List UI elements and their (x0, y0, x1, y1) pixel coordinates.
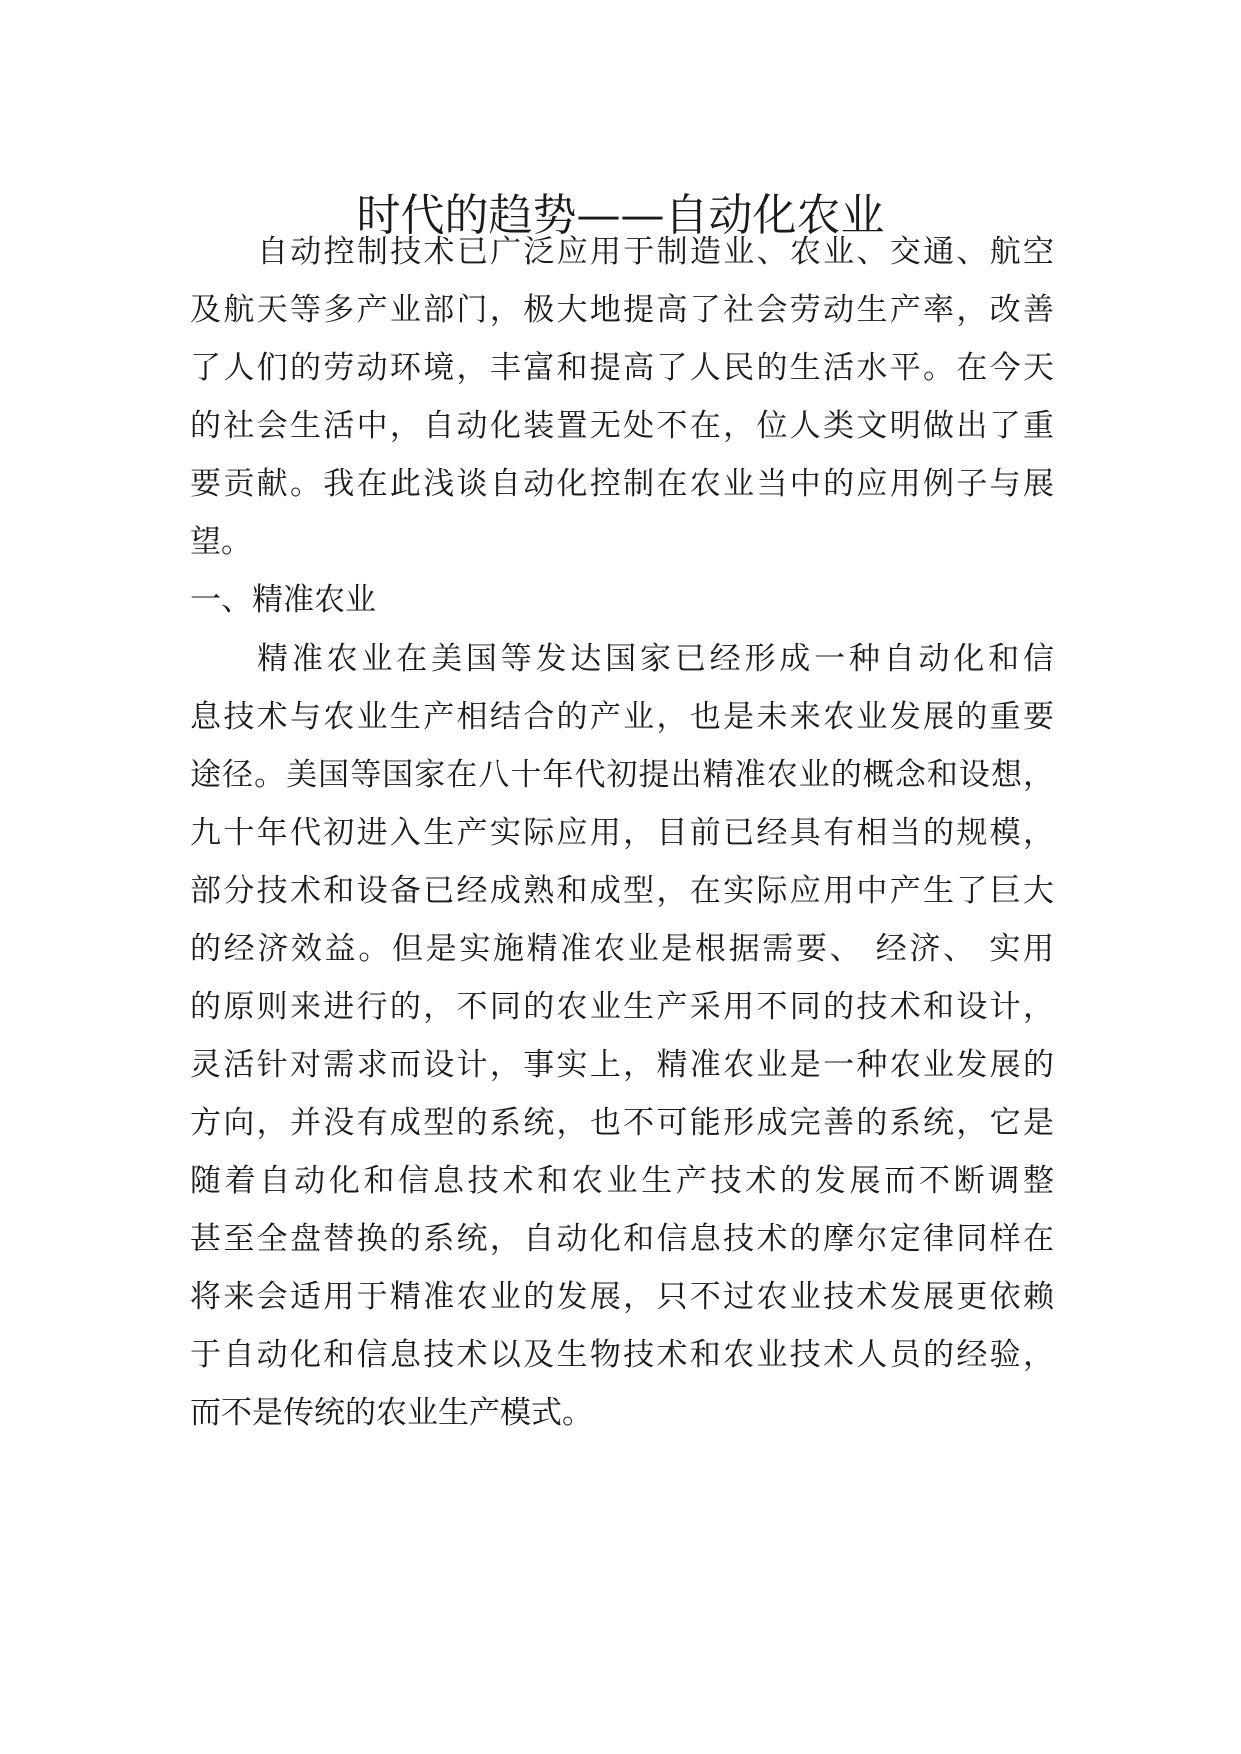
paragraph-line: 精准农业在美国等发达国家已经形成一种自动化和信 (257, 641, 1054, 677)
section-heading: 一、精准农业 (190, 582, 376, 618)
paragraph-line: 的经济效益。但是实施精准农业是根据需要、 经济、 实用 (190, 931, 1054, 967)
paragraph-line: 方向，并没有成型的系统，也不可能形成完善的系统，它是 (190, 1105, 1054, 1141)
paragraph-line: 灵活针对需求而设计，事实上，精准农业是一种农业发展的 (190, 1047, 1054, 1083)
paragraph-line: 部分技术和设备已经成熟和成型，在实际应用中产生了巨大 (190, 873, 1054, 909)
paragraph-line: 于自动化和信息技术以及生物技术和农业技术人员的经验， (190, 1337, 1054, 1373)
paragraph-line: 要贡献。我在此浅谈自动化控制在农业当中的应用例子与展 (190, 466, 1054, 502)
paragraph-line: 随着自动化和信息技术和农业生产技术的发展而不断调整 (190, 1163, 1054, 1199)
paragraph-line: 及航天等多产业部门，极大地提高了社会劳动生产率，改善 (190, 292, 1054, 328)
paragraph-line: 的社会生活中，自动化装置无处不在，位人类文明做出了重 (190, 408, 1054, 444)
paragraph-line: 自动控制技术已广泛应用于制造业、农业、交通、航空 (257, 234, 1054, 270)
document-title: 时代的趋势——自动化农业 (356, 190, 885, 241)
paragraph-line: 望。 (190, 524, 252, 560)
paragraph-line: 途径。美国等国家在八十年代初提出精准农业的概念和设想， (190, 757, 1054, 793)
paragraph-line: 九十年代初进入生产实际应用，目前已经具有相当的规模， (190, 815, 1054, 851)
paragraph-line: 而不是传统的农业生产模式。 (190, 1395, 593, 1431)
paragraph-line: 了人们的劳动环境，丰富和提高了人民的生活水平。在今天 (190, 350, 1054, 386)
paragraph-line: 甚至全盘替换的系统，自动化和信息技术的摩尔定律同样在 (190, 1221, 1054, 1257)
paragraph-line: 将来会适用于精准农业的发展，只不过农业技术发展更依赖 (190, 1279, 1054, 1315)
paragraph-line: 息技术与农业生产相结合的产业，也是未来农业发展的重要 (190, 699, 1054, 735)
paragraph-line: 的原则来进行的，不同的农业生产采用不同的技术和设计， (190, 989, 1054, 1025)
